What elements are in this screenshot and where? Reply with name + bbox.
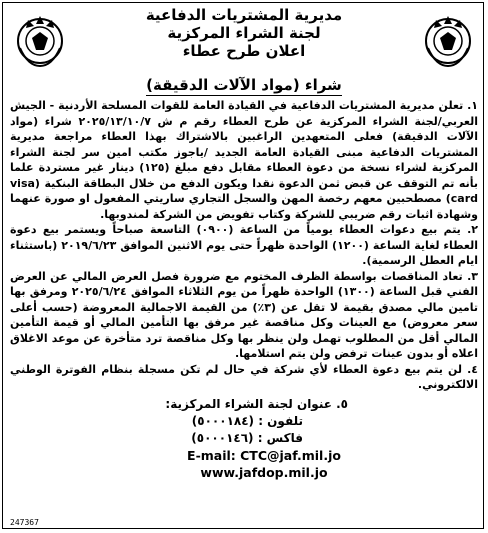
email-address: E-mail: CTC@jaf.mil.jo — [187, 448, 341, 463]
committee-title: لجنة الشراء المركزية — [167, 24, 321, 42]
paragraph-1: ١. تعلن مديرية المشتريات الدفاعية في القيادة العامة للقوات المسلحة الأردنية - الجيش العربي/لجنة الشراء المركزية عن طرح العطاء رقم م ش ٢٠٢٥/١٣/١٠/٧ شراء (مواد الآلات الدقيقة) فعلى المتعهدين الراغبين بالاشتراك بهذا العطاء مراجعة مديرية المشتريات الدفاعية مبنى القيادة العامة الجديد /ياجوز مكتب امين سر لجنة الشراء المركزية لشراء نسخة من دعوة العطاء مقابل دفع مبلغ (١٢٥) دينار غير مستردة علما بأنه تم التوقف عن قبض ثمن الدعوة نقدا ويكون الدفع من خلال البطاقة البنكية (visa card) مصطحبين معهم رخصة المهن والسجل التجاري ساريتي المفعول او صورة عنهما وشهادة اثبات رقم ضريبي للشركة وكتاب تفويض من الشركة لمندوبها. — [9, 99, 479, 221]
army-emblem-right-icon — [416, 8, 480, 70]
tender-announcement-title: اعلان طرح عطاء — [182, 42, 306, 60]
fax-number: فاكس : (٥٠٠٠١٤٦) — [191, 431, 303, 445]
tender-subject — [0, 76, 488, 94]
tender-subject-text: شراء (مواد الآلات الدقيقة) — [146, 76, 342, 94]
paragraph-4: ٤. لن يتم بيع دعوة العطاء لأي شركة في حال لم تكن مسجلة بنظام الفوترة الوطني الالكتروني. — [10, 362, 478, 391]
directorate-title: مديرية المشتريات الدفاعية — [145, 6, 343, 24]
paragraph-3: ٣. تعاد المناقصات بواسطة الظرف المختوم مع ضرورة فصل العرض المالي عن العرض الفني قبل الساعة (١٣٠٠) الواحدة ظهراً من يوم الثلاثاء الموافق ٢٠٢٥/٦/٢٤ ومرفق بها تامين مالي مصدق بقيمة لا تقل عن (٣٪) من القيمة الاجمالية المعروضة (حسب أعلى سعر معروض) مع العينات وكل مناقصة غير مرفق بها التأمين المالي أو قيمة التأمين المالي أقل من المطلوب تهمل ولن ينظر بها وكل مناقصة ترد متأخرة عن موعد الاغلاق اعلاه أو بدون عينات ترفض ولن يتم استلامها. — [10, 269, 479, 360]
contact-section — [0, 396, 488, 481]
paragraph-2: ٢. يتم بيع دعوات العطاء يومياً من الساعة (٠٩٠٠) التاسعة صباحاً ويستمر بيع دعوة العطاء لغاية الساعة (١٢٠٠) الواحدة ظهراً حتى يوم الاثنين الموافق ٢٠١٩/٦/٢٣ (باستثناء ايام العطل الرسمية). — [10, 223, 478, 267]
announcement-header — [80, 6, 408, 60]
contact-title: ٥. عنوان لجنة الشراء المركزية: — [165, 397, 348, 411]
website-url: www.jafdop.mil.jo — [200, 465, 328, 480]
phone-number: تلفون : (٥٠٠٠١٨٤) — [191, 414, 303, 428]
ad-code: 247367 — [10, 518, 39, 527]
announcement-body — [10, 98, 478, 393]
army-emblem-left-icon — [8, 8, 72, 70]
